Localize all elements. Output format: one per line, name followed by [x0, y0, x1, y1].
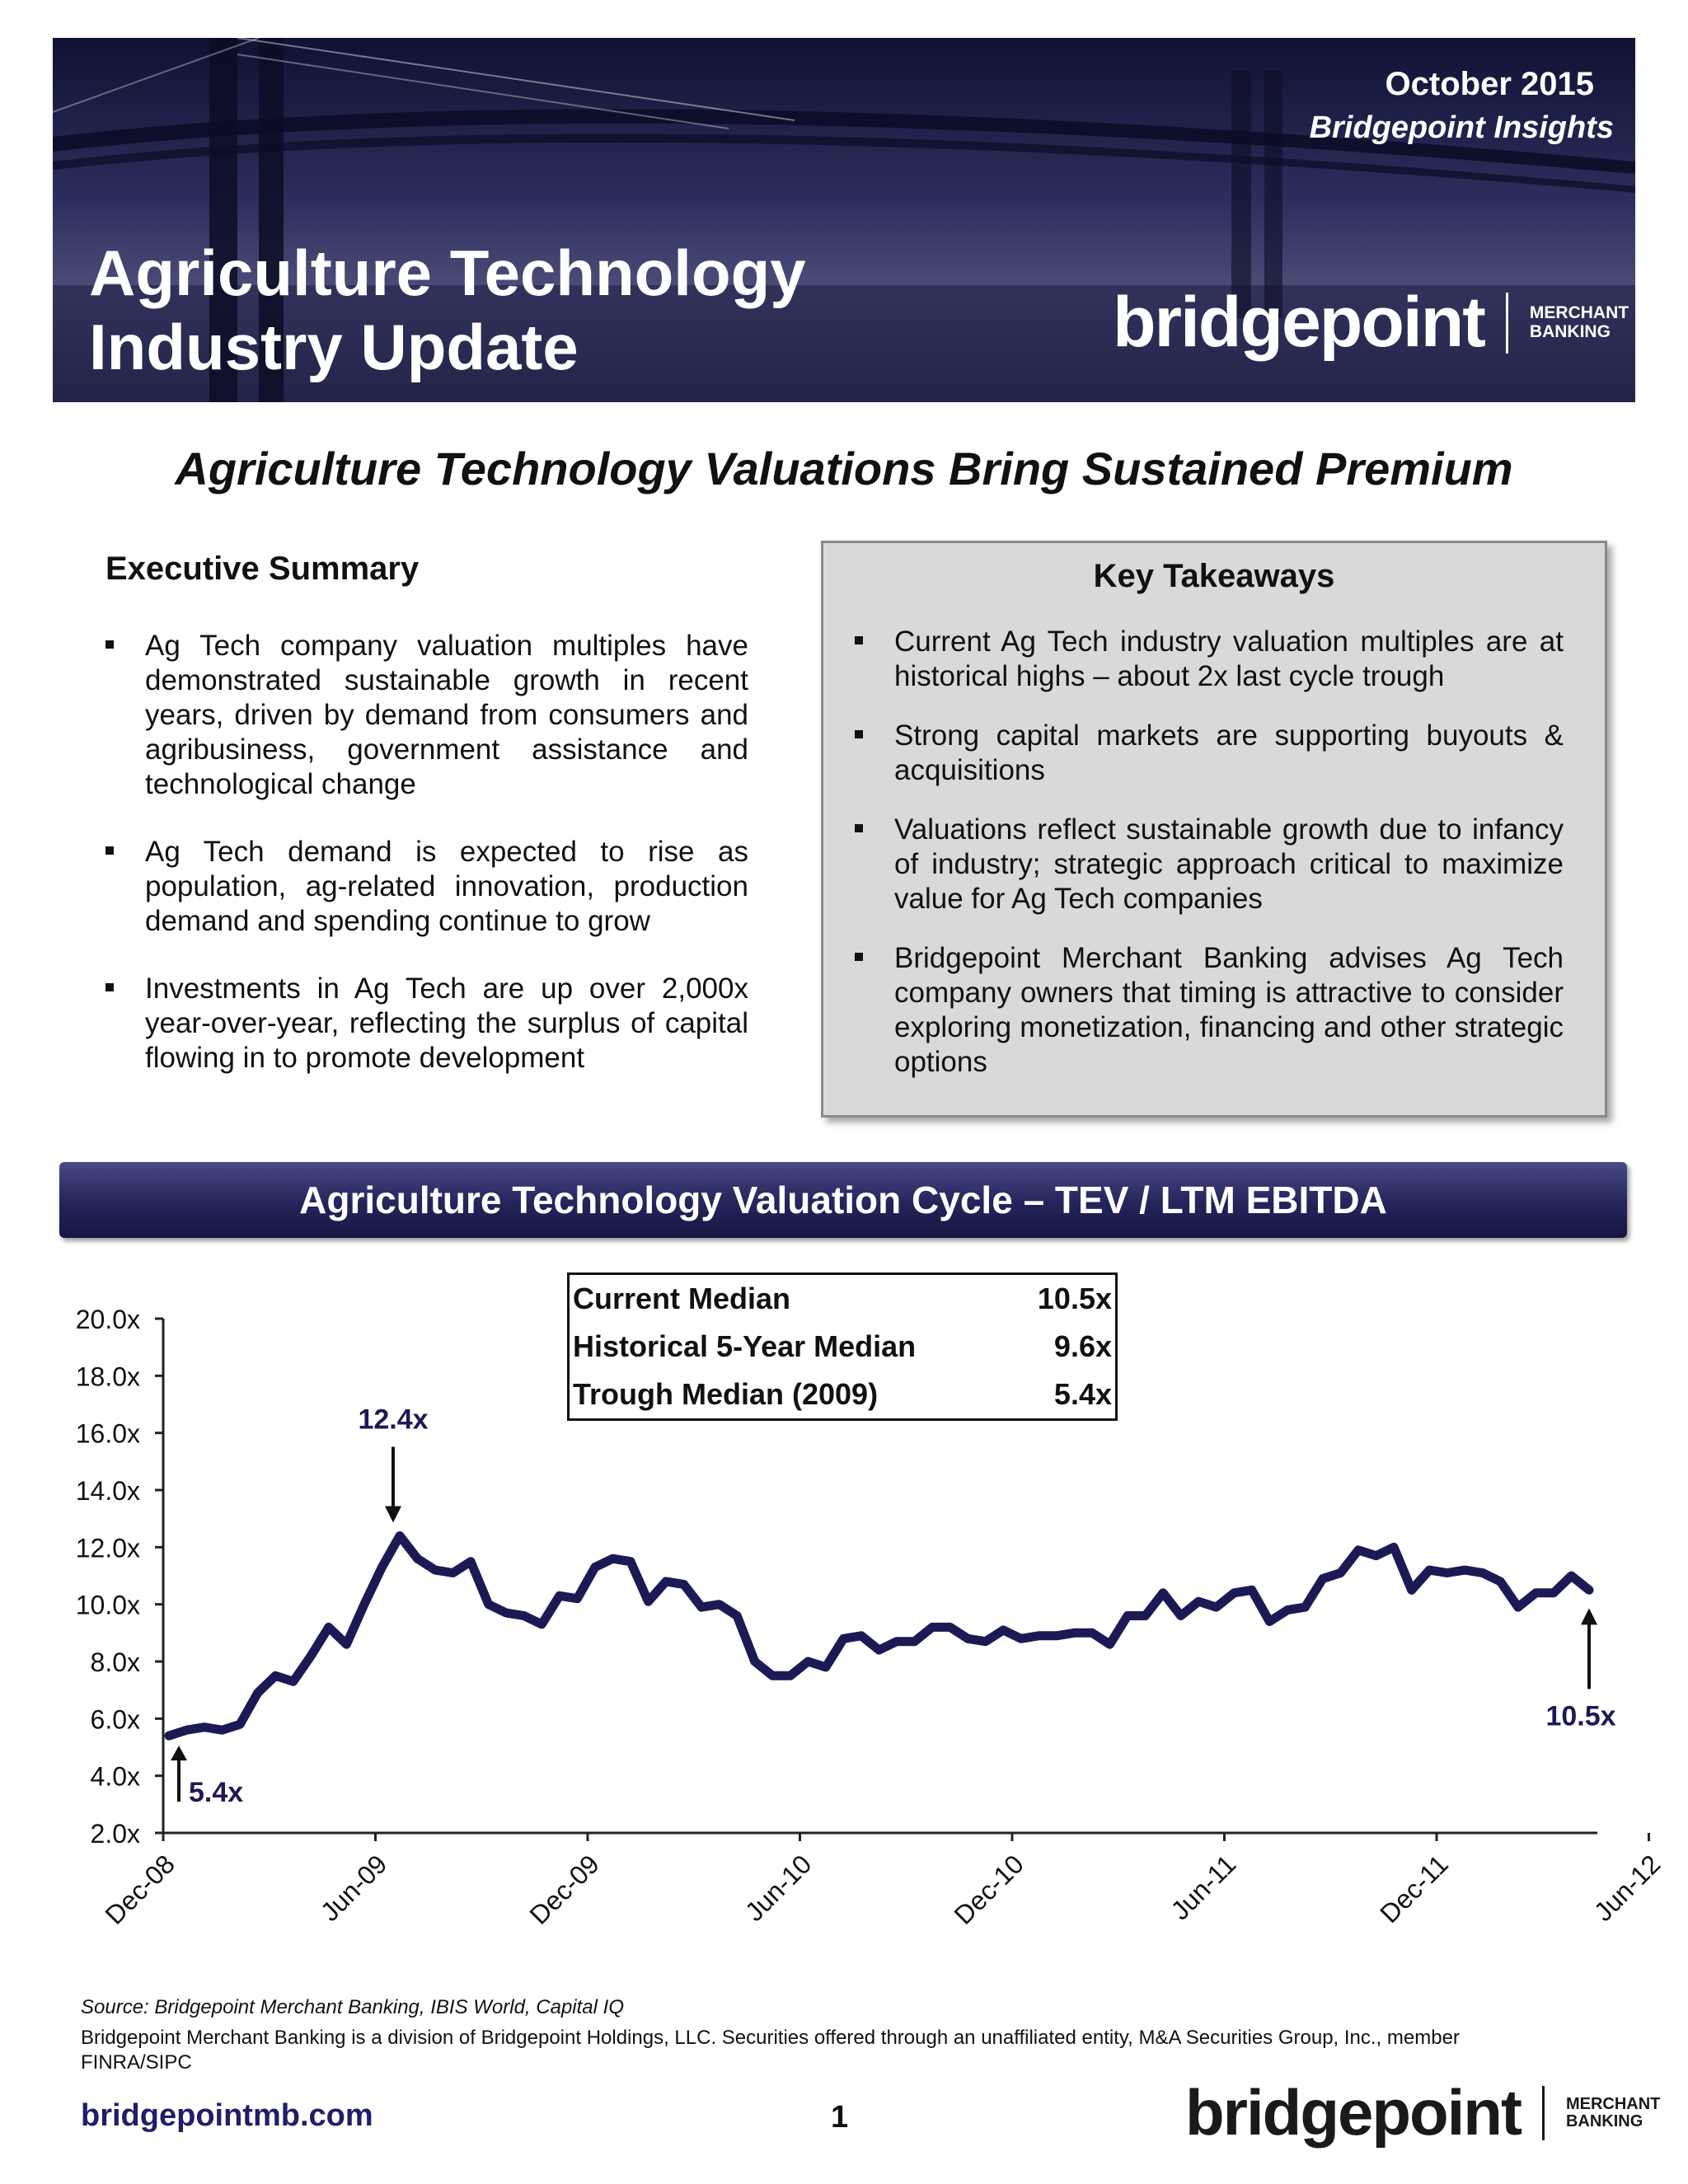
website-link[interactable]: bridgepointmb.com	[81, 2098, 373, 2133]
y-tick-label: 18.0x	[75, 1361, 140, 1392]
logo-tagline	[1530, 304, 1629, 340]
y-tick-label: 20.0x	[75, 1305, 140, 1334]
source-note: Source: Bridgepoint Merchant Banking, IBIS World, Capital IQ	[81, 1996, 624, 2018]
table-cell-label: Trough Median (2009)	[573, 1377, 879, 1411]
trough-annotation-label: 5.4x	[189, 1777, 244, 1809]
logo-divider	[1542, 2086, 1545, 2140]
y-tick-label: 12.0x	[75, 1533, 140, 1563]
bridgepoint-logo	[1113, 282, 1629, 363]
list-item	[855, 941, 1564, 1080]
y-tick-label: 2.0x	[90, 1819, 140, 1849]
report-date: October 2015	[1385, 66, 1594, 102]
list-item	[855, 625, 1564, 694]
list-item	[855, 813, 1564, 916]
bullet-square-icon	[855, 636, 863, 644]
bullet-square-icon	[855, 730, 863, 738]
bullet-text: Ag Tech company valuation multiples have demonstrated sustainable growth in recent years, driven by demand from consumers and agribusiness, government assistance and technological change	[145, 630, 748, 800]
bullet-text: Strong capital markets are supporting buyouts & acquisitions	[894, 719, 1564, 786]
peak-arrowhead-icon	[385, 1506, 401, 1522]
y-tick-label: 16.0x	[75, 1418, 140, 1449]
executive-summary-heading: Executive Summary	[106, 551, 420, 587]
report-series: Bridgepoint Insights	[1309, 110, 1614, 145]
bullet-square-icon	[106, 846, 114, 855]
bullet-text: Ag Tech demand is expected to rise as population, ag-related innovation, production demand and spending continue to grow	[145, 836, 748, 937]
x-tick-label: Jun-12	[1587, 1849, 1667, 1928]
table-cell-value: 9.6x	[1053, 1329, 1112, 1363]
y-tick-label: 6.0x	[90, 1704, 140, 1735]
report-title-line2: Industry Update	[89, 311, 579, 383]
table-row	[569, 1371, 1117, 1420]
y-tick-label: 14.0x	[75, 1476, 140, 1506]
table-cell-label: Historical 5-Year Median	[573, 1329, 917, 1363]
bullet-text: Bridgepoint Merchant Banking advises Ag Tech company owners that timing is attractive to consider exploring monetization, financing and other strategic options	[894, 942, 1564, 1078]
list-item	[106, 629, 748, 802]
list-item	[106, 835, 748, 939]
disclaimer: Bridgepoint Merchant Banking is a division of Bridgepoint Holdings, LLC. Securities offered through an unaffiliated entity, M&A Securities Group, Inc., member FINRA/SIPC	[81, 2027, 1460, 2074]
x-tick-label: Dec-09	[523, 1849, 605, 1930]
bullet-square-icon	[106, 983, 114, 991]
table-cell-value: 10.5x	[1037, 1282, 1112, 1315]
series-line	[169, 1536, 1589, 1736]
table-row	[569, 1323, 1117, 1371]
x-tick-label: Jun-10	[738, 1849, 818, 1928]
logo-tagline-line1: MERCHANT	[1529, 303, 1629, 323]
table-row	[569, 1274, 1117, 1324]
bullet-square-icon	[855, 953, 863, 961]
logo-tagline	[1566, 2096, 1660, 2130]
logo-tagline-line1: MERCHANT	[1565, 2094, 1661, 2113]
logo-divider	[1506, 293, 1508, 354]
logo-wordmark: bridgepoint	[1113, 283, 1484, 362]
peak-annotation-label: 12.4x	[358, 1404, 429, 1436]
executive-summary	[106, 551, 748, 1108]
list-item	[106, 972, 748, 1076]
bullet-square-icon	[855, 824, 863, 832]
current-arrowhead-icon	[1581, 1608, 1597, 1624]
x-tick-label: Dec-10	[948, 1849, 1029, 1930]
report-title-line1: Agriculture Technology	[89, 237, 806, 309]
current-annotation-label: 10.5x	[1545, 1700, 1616, 1732]
table-cell-value: 5.4x	[1053, 1377, 1112, 1411]
median-summary-table	[567, 1272, 1118, 1421]
logo-tagline-line2: BANKING	[1565, 2111, 1643, 2130]
key-takeaways-box	[821, 541, 1607, 1118]
key-takeaways-heading: Key Takeaways	[1093, 558, 1335, 594]
executive-summary-list	[106, 629, 748, 1076]
list-item	[855, 719, 1564, 788]
y-tick-label: 10.0x	[75, 1590, 140, 1620]
bullet-text: Current Ag Tech industry valuation multiples are at historical highs – about 2x last cycle trough	[894, 626, 1564, 692]
logo-tagline-line2: BANKING	[1529, 321, 1611, 341]
x-tick-label: Jun-09	[314, 1849, 393, 1928]
trough-arrowhead-icon	[171, 1746, 187, 1760]
report-title	[89, 236, 806, 384]
x-tick-label: Dec-11	[1374, 1849, 1454, 1929]
bullet-text: Valuations reflect sustainable growth due to infancy of industry; strategic approach critical to maximize value for Ag Tech companies	[894, 813, 1564, 915]
y-tick-label: 4.0x	[90, 1761, 140, 1792]
chart-title-banner: Agriculture Technology Valuation Cycle – TEV / LTM EBITDA	[59, 1162, 1627, 1238]
bullet-text: Investments in Ag Tech are up over 2,000x year-over-year, reflecting the surplus of capital flowing in to promote development	[145, 972, 748, 1074]
y-tick-label: 8.0x	[90, 1647, 140, 1677]
table-cell-label: Current Median	[573, 1282, 791, 1315]
page-headline: Agriculture Technology Valuations Bring Sustained Premium	[175, 443, 1513, 494]
x-tick-label: Dec-08	[99, 1849, 181, 1930]
x-tick-label: Jun-11	[1165, 1849, 1242, 1926]
footer-bridgepoint-logo	[1185, 2075, 1660, 2150]
bullet-square-icon	[106, 640, 114, 649]
page-number: 1	[831, 2100, 849, 2135]
key-takeaways-list	[823, 625, 1605, 1080]
logo-wordmark: bridgepoint	[1185, 2076, 1521, 2149]
header-banner	[53, 38, 1635, 402]
